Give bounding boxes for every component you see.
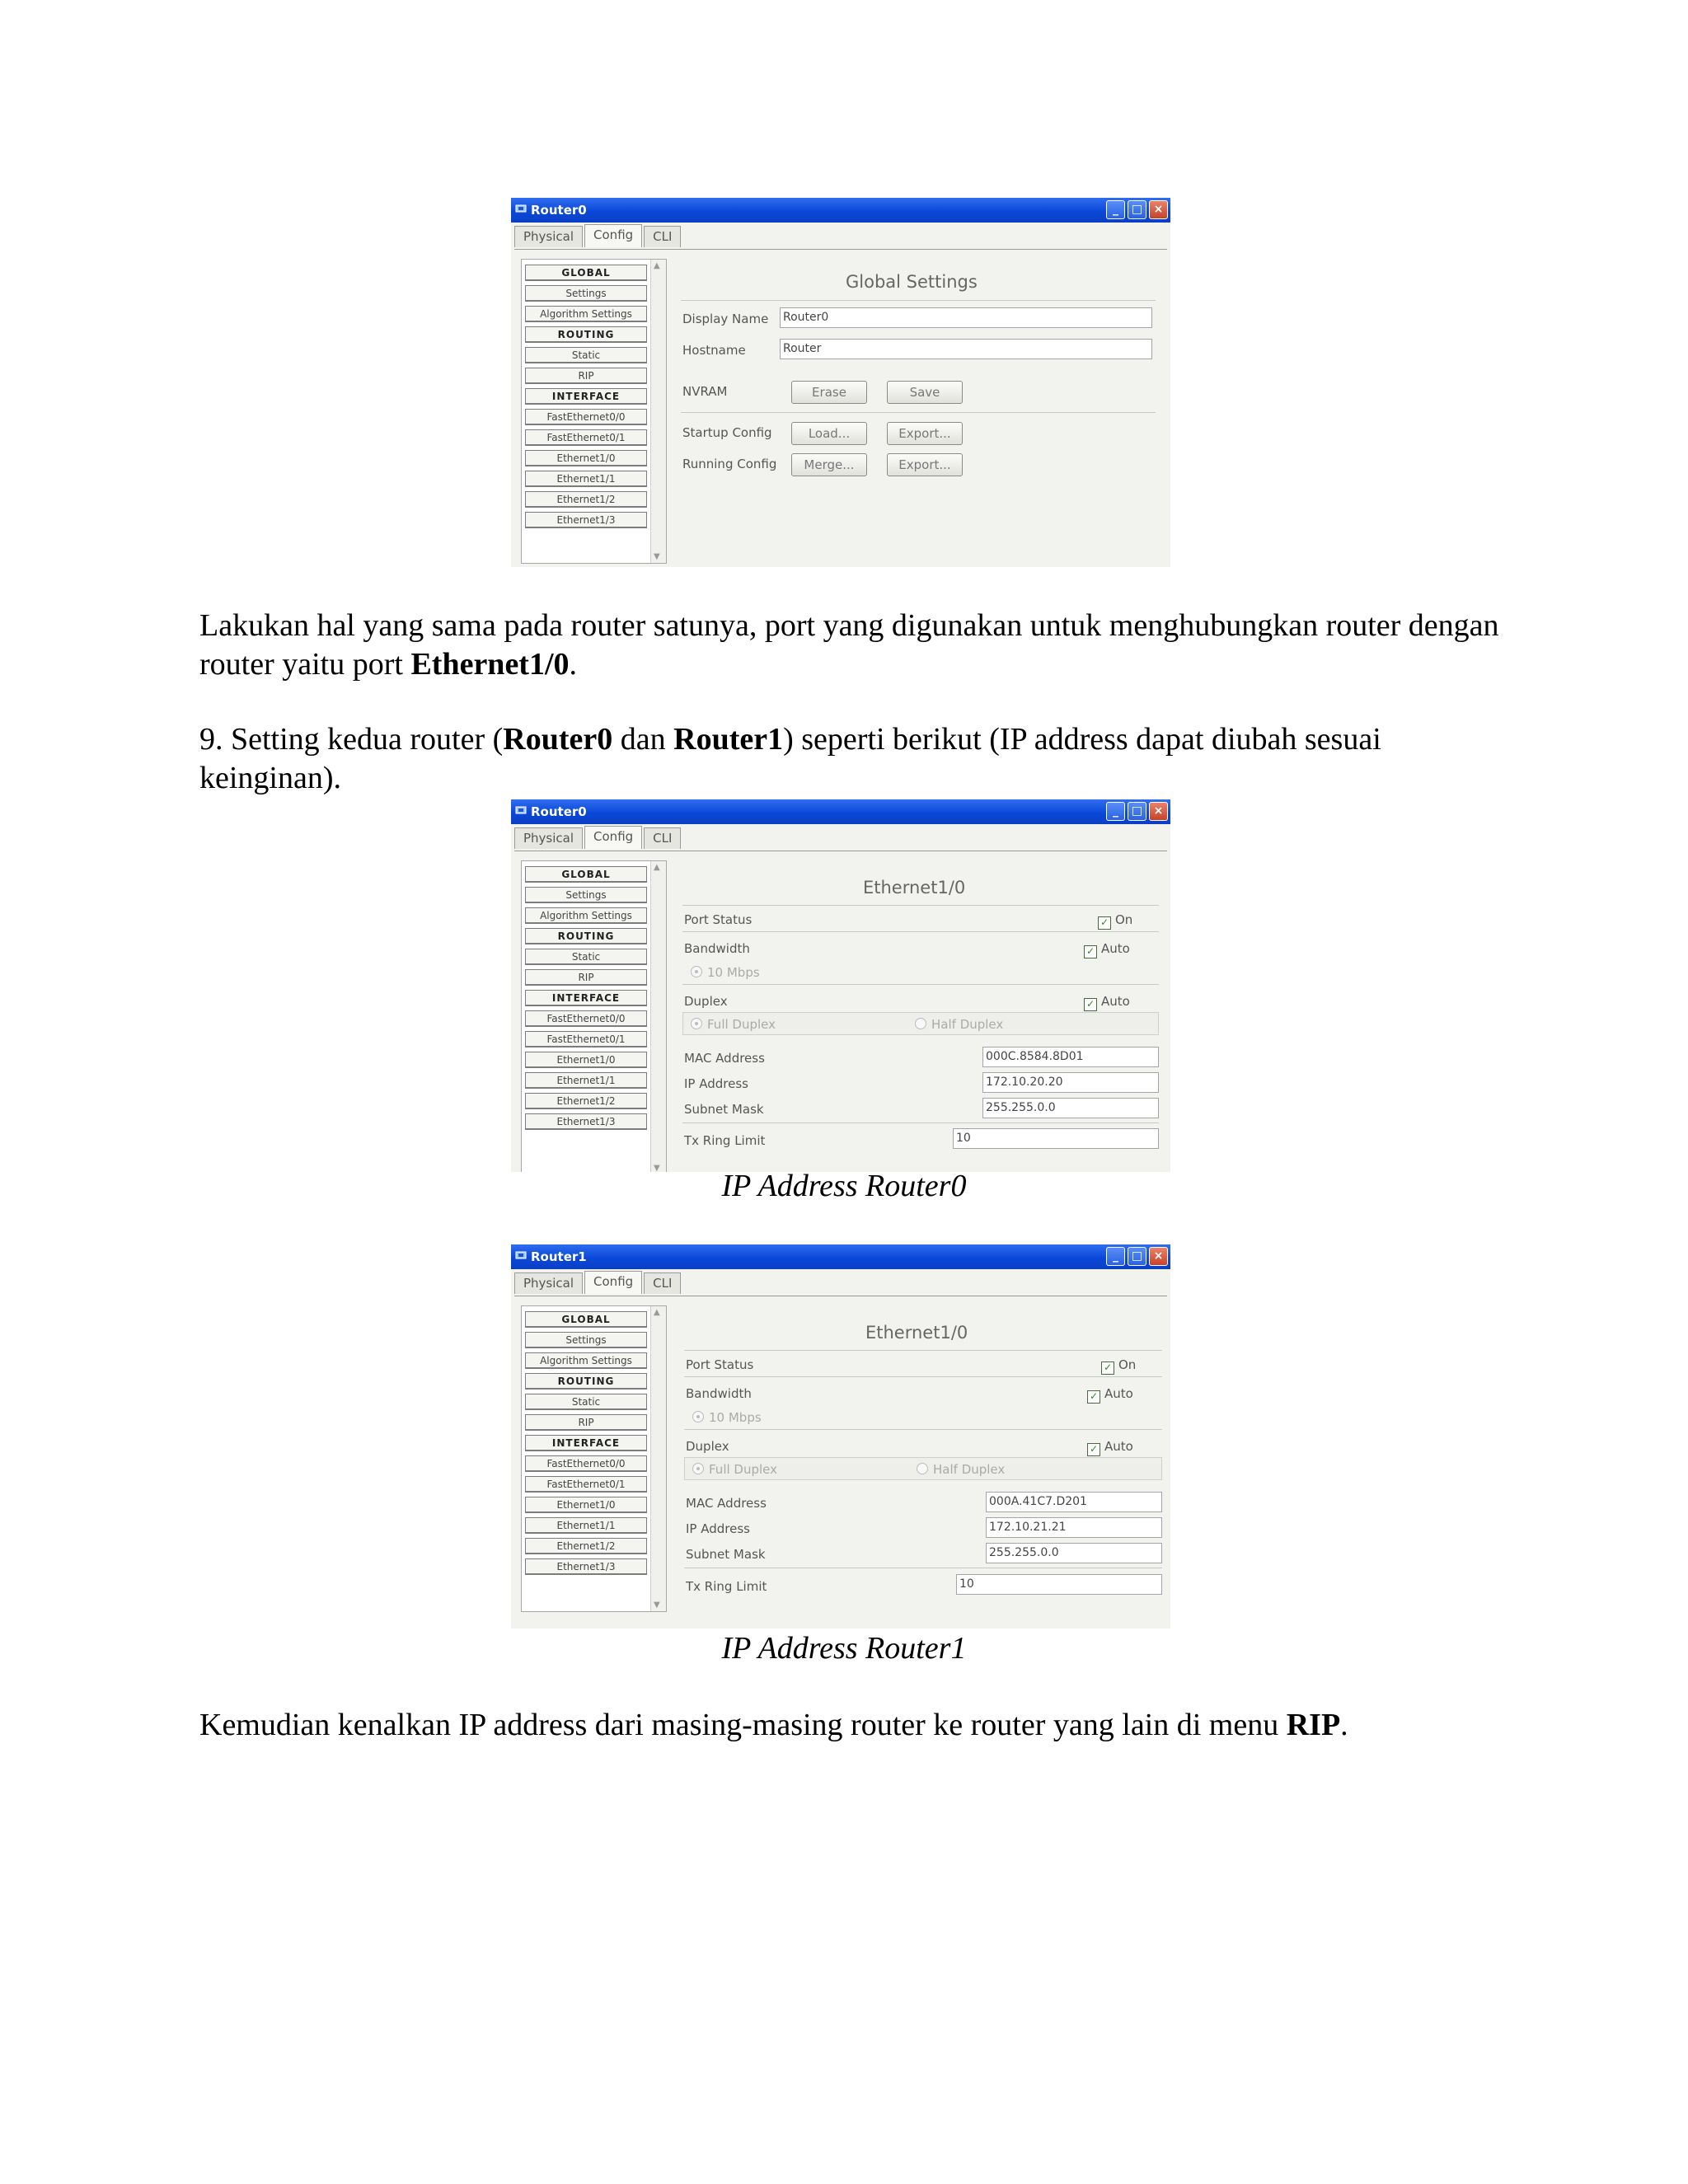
minimize-button[interactable]: _: [1106, 200, 1125, 219]
ip-address-input[interactable]: 172.10.20.20: [982, 1072, 1159, 1093]
bandwidth-label: Bandwidth: [684, 941, 750, 956]
subnet-mask-input[interactable]: 255.255.0.0: [986, 1543, 1162, 1563]
app-icon: [515, 203, 527, 214]
panel-title: Ethernet1/0: [865, 1323, 968, 1343]
tab-cli[interactable]: CLI: [644, 827, 681, 849]
checkbox-label: On: [1118, 1357, 1137, 1372]
sidebar-item-rip[interactable]: RIP: [525, 969, 647, 986]
window-title: Router1: [531, 1249, 587, 1264]
subnet-mask-label: Subnet Mask: [686, 1547, 766, 1562]
radio-label: Half Duplex: [931, 1017, 1004, 1032]
save-button[interactable]: Save: [887, 381, 963, 404]
subnet-mask-label: Subnet Mask: [684, 1102, 764, 1117]
radio-icon: [692, 1463, 704, 1474]
paragraph-bold-router0: Router0: [503, 722, 613, 757]
maximize-button[interactable]: □: [1128, 1247, 1146, 1266]
router1-interface-window: [511, 1244, 1170, 1629]
window-title: Router0: [531, 804, 587, 819]
check-icon: ✓: [1101, 1361, 1114, 1375]
paragraph-bold-port: Ethernet1/0: [410, 647, 570, 682]
checkbox-label: Auto: [1101, 941, 1130, 956]
sidebar-item-static[interactable]: Static: [525, 347, 647, 363]
erase-button[interactable]: Erase: [791, 381, 867, 404]
port-status-label: Port Status: [686, 1357, 754, 1372]
mac-address-label: MAC Address: [686, 1496, 767, 1511]
scroll-up-icon[interactable]: ▲: [654, 1308, 660, 1317]
router0-global-window: [511, 198, 1170, 567]
speed-radio[interactable]: [691, 965, 760, 980]
panel-title: Ethernet1/0: [863, 878, 966, 898]
tab-physical[interactable]: Physical: [514, 1272, 583, 1294]
minimize-button[interactable]: _: [1106, 1247, 1125, 1266]
sidebar-header-global: GLOBAL: [525, 265, 647, 281]
merge-button[interactable]: Merge...: [791, 453, 867, 476]
sidebar-item-ethernet1-3[interactable]: Ethernet1/3: [525, 1558, 647, 1575]
sidebar-item-rip[interactable]: RIP: [525, 1414, 647, 1431]
speed-radio[interactable]: [692, 1410, 762, 1425]
duplex-label: Duplex: [684, 994, 728, 1009]
router0-interface-window: [511, 799, 1170, 1172]
load-button[interactable]: Load...: [791, 422, 867, 445]
port-status-label: Port Status: [684, 912, 753, 927]
display-name-input[interactable]: Router0: [780, 307, 1152, 328]
sidebar-header-interface: INTERFACE: [525, 990, 647, 1006]
check-icon: ✓: [1084, 945, 1097, 958]
sidebar-header-interface: INTERFACE: [525, 1435, 647, 1451]
paragraph-bold-rip: RIP: [1286, 1708, 1341, 1742]
tx-ring-limit-label: Tx Ring Limit: [684, 1133, 766, 1148]
sidebar-header-global: GLOBAL: [525, 1311, 647, 1328]
radio-label: 10 Mbps: [709, 1410, 762, 1425]
sidebar-item-fastethernet0-1[interactable]: FastEthernet0/1: [525, 1476, 647, 1493]
sidebar-scrollbar[interactable]: [650, 861, 666, 1172]
tx-ring-limit-label: Tx Ring Limit: [686, 1579, 767, 1594]
window-titlebar[interactable]: [511, 198, 1170, 223]
radio-label: 10 Mbps: [707, 965, 760, 980]
sidebar-item-ethernet1-1[interactable]: Ethernet1/1: [525, 1517, 647, 1534]
paragraph-rip-instruction: [199, 1706, 1518, 1745]
ip-address-label: IP Address: [686, 1521, 750, 1536]
sidebar-item-algorithm-settings[interactable]: Algorithm Settings: [525, 1352, 647, 1369]
maximize-button[interactable]: □: [1128, 200, 1146, 219]
bandwidth-auto-checkbox[interactable]: [1087, 1386, 1133, 1404]
duplex-auto-checkbox[interactable]: [1084, 994, 1130, 1011]
tab-physical[interactable]: Physical: [514, 827, 583, 849]
scroll-up-icon[interactable]: ▲: [654, 863, 660, 872]
sidebar-item-rip[interactable]: RIP: [525, 368, 647, 384]
paragraph-text: Kemudian kenalkan IP address dari masing-masing router ke router yang lain di menu: [199, 1708, 1287, 1742]
check-icon: ✓: [1087, 1390, 1100, 1404]
sidebar-item-ethernet1-2[interactable]: Ethernet1/2: [525, 491, 647, 508]
radio-label: Full Duplex: [707, 1017, 776, 1032]
mac-address-input[interactable]: 000C.8584.8D01: [982, 1047, 1159, 1067]
check-icon: ✓: [1098, 916, 1111, 930]
checkbox-label: Auto: [1104, 1386, 1133, 1401]
running-export-button[interactable]: Export...: [887, 453, 963, 476]
radio-icon: [692, 1411, 704, 1422]
close-button[interactable]: ×: [1149, 1247, 1168, 1266]
paragraph-step-9: [199, 720, 1518, 798]
scroll-down-icon[interactable]: ▼: [654, 1164, 660, 1172]
ip-address-input[interactable]: 172.10.21.21: [986, 1517, 1162, 1538]
duplex-label: Duplex: [686, 1439, 729, 1454]
check-icon: ✓: [1087, 1443, 1100, 1456]
config-sidebar: [521, 1305, 667, 1612]
scroll-up-icon[interactable]: ▲: [654, 261, 660, 270]
sidebar-item-ethernet1-0[interactable]: Ethernet1/0: [525, 1497, 647, 1513]
radio-icon: [691, 1018, 702, 1029]
checkbox-label: On: [1115, 912, 1133, 927]
paragraph-same-config: [199, 607, 1518, 684]
running-config-label: Running Config: [682, 457, 777, 471]
sidebar-item-fastethernet0-1[interactable]: FastEthernet0/1: [525, 1031, 647, 1047]
sidebar-header-interface: INTERFACE: [525, 388, 647, 405]
duplex-auto-checkbox[interactable]: [1087, 1439, 1133, 1456]
tx-ring-limit-input[interactable]: 10: [953, 1128, 1159, 1149]
half-duplex-radio[interactable]: [915, 1017, 1003, 1032]
bandwidth-auto-checkbox[interactable]: [1084, 941, 1130, 958]
tab-config[interactable]: Config: [584, 1271, 642, 1294]
half-duplex-radio[interactable]: [917, 1462, 1005, 1477]
sidebar-item-settings[interactable]: Settings: [525, 285, 647, 302]
radio-label: Full Duplex: [709, 1462, 778, 1477]
full-duplex-radio[interactable]: [692, 1462, 777, 1477]
radio-label: Half Duplex: [933, 1462, 1006, 1477]
sidebar-item-fastethernet0-0[interactable]: FastEthernet0/0: [525, 409, 647, 425]
radio-icon: [917, 1463, 928, 1474]
check-icon: ✓: [1084, 998, 1097, 1011]
caption-router1: IP Address Router1: [721, 1631, 967, 1666]
port-status-checkbox[interactable]: [1098, 912, 1132, 930]
radio-icon: [691, 966, 702, 977]
paragraph-text: Lakukan hal yang sama pada router satunya, port yang digunakan untuk menghubungkan router dengan router yaitu port: [199, 608, 1499, 682]
sidebar-scrollbar[interactable]: [650, 1306, 666, 1611]
sidebar-header-routing: ROUTING: [525, 326, 647, 343]
mac-address-input[interactable]: 000A.41C7.D201: [986, 1492, 1162, 1512]
window-titlebar[interactable]: [511, 1244, 1170, 1269]
startup-config-label: Startup Config: [682, 425, 772, 440]
tab-config[interactable]: Config: [584, 224, 642, 247]
hostname-label: Hostname: [682, 343, 746, 358]
tab-cli[interactable]: CLI: [644, 1272, 681, 1294]
sidebar-header-global: GLOBAL: [525, 866, 647, 883]
sidebar-item-ethernet1-0[interactable]: Ethernet1/0: [525, 1052, 647, 1068]
sidebar-item-fastethernet0-0[interactable]: FastEthernet0/0: [525, 1455, 647, 1472]
panel-title: Global Settings: [846, 272, 978, 292]
app-icon: [515, 1249, 527, 1261]
scroll-down-icon[interactable]: ▼: [654, 552, 660, 561]
checkbox-label: Auto: [1101, 994, 1130, 1009]
checkbox-label: Auto: [1104, 1439, 1133, 1454]
display-name-label: Display Name: [682, 312, 769, 326]
paragraph-text: .: [1340, 1708, 1348, 1742]
caption-router0: IP Address Router0: [721, 1169, 967, 1203]
close-button[interactable]: ×: [1149, 200, 1168, 219]
window-titlebar[interactable]: [511, 799, 1170, 824]
hostname-input[interactable]: Router: [780, 339, 1152, 359]
bandwidth-label: Bandwidth: [686, 1386, 752, 1401]
startup-export-button[interactable]: Export...: [887, 422, 963, 445]
tab-config[interactable]: Config: [584, 826, 642, 849]
sidebar-item-ethernet1-3[interactable]: Ethernet1/3: [525, 1113, 647, 1130]
paragraph-bold-router1: Router1: [673, 722, 784, 757]
subnet-mask-input[interactable]: 255.255.0.0: [982, 1098, 1159, 1118]
scroll-down-icon[interactable]: ▼: [654, 1601, 660, 1610]
sidebar-item-static[interactable]: Static: [525, 949, 647, 965]
sidebar-item-ethernet1-2[interactable]: Ethernet1/2: [525, 1538, 647, 1554]
sidebar-scrollbar[interactable]: [650, 260, 666, 563]
maximize-button[interactable]: □: [1128, 802, 1146, 821]
sidebar-item-settings[interactable]: Settings: [525, 1332, 647, 1348]
sidebar-item-ethernet1-1[interactable]: Ethernet1/1: [525, 471, 647, 487]
app-icon: [515, 804, 527, 816]
sidebar-item-ethernet1-0[interactable]: Ethernet1/0: [525, 450, 647, 466]
close-button[interactable]: ×: [1149, 802, 1168, 821]
sidebar-item-ethernet1-1[interactable]: Ethernet1/1: [525, 1072, 647, 1089]
nvram-label: NVRAM: [682, 384, 728, 399]
sidebar-item-static[interactable]: Static: [525, 1394, 647, 1410]
sidebar-item-algorithm-settings[interactable]: Algorithm Settings: [525, 907, 647, 924]
radio-icon: [915, 1018, 926, 1029]
sidebar-item-fastethernet0-0[interactable]: FastEthernet0/0: [525, 1010, 647, 1027]
tx-ring-limit-input[interactable]: 10: [956, 1574, 1162, 1595]
sidebar-item-settings[interactable]: Settings: [525, 887, 647, 903]
minimize-button[interactable]: _: [1106, 802, 1125, 821]
sidebar-item-fastethernet0-1[interactable]: FastEthernet0/1: [525, 429, 647, 446]
tab-physical[interactable]: Physical: [514, 226, 583, 247]
tab-cli[interactable]: CLI: [644, 226, 681, 247]
ip-address-label: IP Address: [684, 1076, 748, 1091]
config-sidebar: [521, 259, 667, 564]
sidebar-item-algorithm-settings[interactable]: Algorithm Settings: [525, 306, 647, 322]
sidebar-item-ethernet1-3[interactable]: Ethernet1/3: [525, 512, 647, 528]
sidebar-header-routing: ROUTING: [525, 1373, 647, 1390]
sidebar-item-ethernet1-2[interactable]: Ethernet1/2: [525, 1093, 647, 1109]
paragraph-text: ) seperti berikut (IP address dapat diubah sesuai keinginan).: [199, 722, 1381, 795]
paragraph-text: .: [569, 647, 578, 682]
config-sidebar: [521, 860, 667, 1172]
paragraph-text: dan: [612, 722, 674, 757]
full-duplex-radio[interactable]: [691, 1017, 776, 1032]
window-title: Router0: [531, 203, 587, 218]
sidebar-header-routing: ROUTING: [525, 928, 647, 944]
mac-address-label: MAC Address: [684, 1051, 765, 1066]
port-status-checkbox[interactable]: [1101, 1357, 1136, 1375]
paragraph-text: 9. Setting kedua router (: [199, 722, 504, 757]
